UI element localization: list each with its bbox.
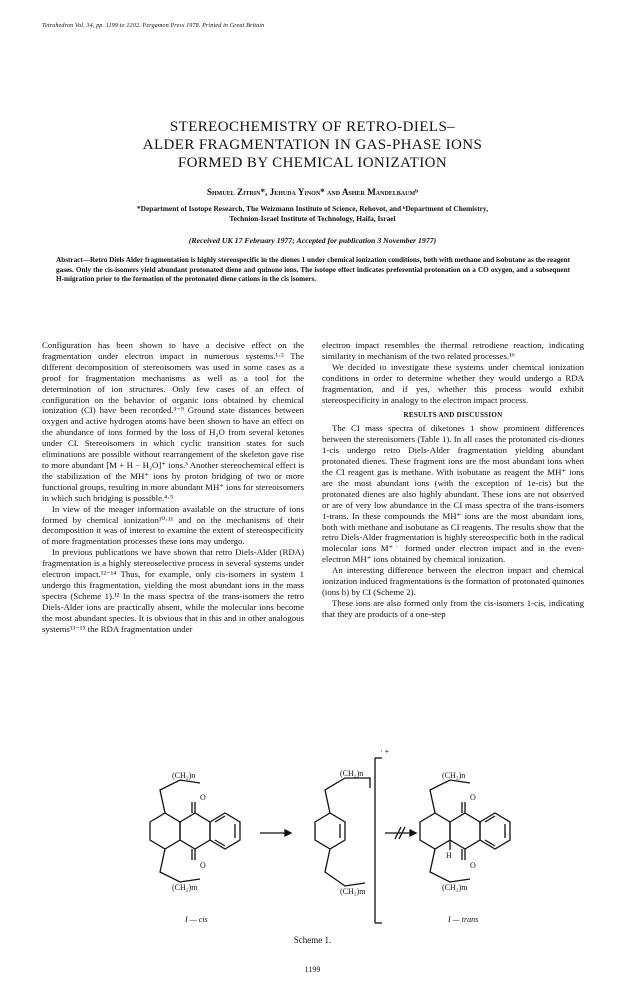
scheme-caption: Scheme 1. xyxy=(293,935,332,945)
label-hydrogen: H xyxy=(446,851,452,860)
author-list: Shmuel Zitrin*, Jehuda Yinon* and Asher Mandelbaumᵇ xyxy=(206,187,419,197)
paragraph: electron impact resembles the thermal retrodiene reaction, indicating similarity in mechanism of the two related processes.¹⁶ xyxy=(322,340,584,361)
label-ch2n: (CH₂)n xyxy=(442,771,466,780)
label-oxygen: O xyxy=(200,861,206,870)
body-column-right xyxy=(322,340,584,620)
paragraph: The CI mass spectra of diketones 1 show prominent differences between the stereoisomers (Table 1). In all cases the protonated cis-diones 1-cis undergo retro Diels-Alder fragmentation yielding abundant protonated dienes. These fragment ions are the most abundant ions when the CI reagent gas is methane. With isobutane as reagent the MH⁺ ions are the most abundant ions (with the exception of 1e-cis) but the protonated dienes are also highly abundant. These ions are not observed or are of very low abundance in the CI mass spectra of the trans-isomers 1-trans. In these compounds the MH⁺ ions are the most abundant ions, both with methane and isobutane as CI reagents. The results show that the retro Diels-Alder fragmentation is highly stereospecific both in the radical molecular ions M⁺˙ formed under electron impact and in the even-electron MH⁺ ions obtained by chemical ionization. xyxy=(322,423,584,565)
title-line: STEREOCHEMISTRY OF RETRO-DIELS– xyxy=(169,119,456,135)
label-oxygen: O xyxy=(200,793,206,802)
paragraph: An interesting difference between the electron impact and chemical ionization induced fragmentations is the formation of protonated quinones (ions b) by CI (Scheme 2). xyxy=(322,565,584,597)
abstract-text: —Retro Diels Alder fragmentation is highly stereospecific in the diones 1 under chemical ionization conditions, both with methane and isobutane as the reagent gases. Only the cis-isomers yield abundant protonated diene and quinone ions. The isotope effect indicates preferential protonation on a CO oxygen, and a subsequent H-migration prior to the formation of the protonated diene cations in the cis isomers. xyxy=(56,256,570,284)
paragraph: These ions are also formed only from the cis-isomers 1-cis, indicating that they are products of a one-step xyxy=(322,597,584,619)
structure-fragments xyxy=(315,758,416,923)
label-oxygen: O xyxy=(470,861,476,870)
scheme-1-figure xyxy=(0,738,625,948)
affiliation-line: *Department of Isotope Research, The Weizmann Institute of Science, Rehovot, and ᵇDepartment of Chemistry, xyxy=(136,204,489,213)
label-charge: · + xyxy=(380,747,390,756)
title-line: ALDER FRAGMENTATION IN GAS-PHASE IONS xyxy=(142,137,483,153)
title-line: FORMED BY CHEMICAL IONIZATION xyxy=(177,155,448,171)
scheme-drawing xyxy=(0,738,625,948)
label-trans: I — trans xyxy=(448,915,479,924)
label-oxygen: O xyxy=(470,793,476,802)
arrow-head xyxy=(285,830,291,836)
paragraph: In previous publications we have shown that retro Diels-Alder (RDA) fragmentation is a highly stereoselective process in several systems under electron impact.¹²⁻¹⁴ Thus, for example, only cis-isomers in system 1 undergo this fragmentation, yielding the most abundant ions in the mass spectra (Scheme 1).¹² In the mass spectra of the trans-isomers the retro Diels-Alder ions are practically absent, while the molecular ions become the most abundant species. It is obvious that in this and in other analogous systems¹³⁻¹⁵ the RDA fragmentation under xyxy=(42,547,304,634)
received-dates: (Received UK 17 February 1977; Accepted for publication 3 November 1977) xyxy=(188,236,437,245)
label-ch2n: (CH₂)n xyxy=(172,771,196,780)
article-title xyxy=(0,118,625,172)
body-column-left xyxy=(42,340,304,634)
paragraph: We decided to investigate these systems under chemical ionization conditions in order to determine whether they would undergo a RDA fragmentation, and if yes, whether this process would exhibit stereospecificity in analogy to the electron impact process. xyxy=(322,361,584,405)
structure-trans xyxy=(420,780,510,882)
abstract-label: Abstract xyxy=(56,256,83,264)
label-cis: I — cis xyxy=(185,915,208,924)
structure-cis xyxy=(150,780,240,882)
label-ch2m: (CH₂)m xyxy=(172,883,198,892)
abstract xyxy=(56,256,570,285)
label-ch2n: (CH₂)n xyxy=(340,769,364,778)
section-heading: RESULTS AND DISCUSSION xyxy=(403,411,503,420)
label-ch2m: (CH₂)m xyxy=(340,887,366,896)
paragraph: In view of the meager information available on the structure of ions formed by chemical ionization¹⁰·¹¹ and on the mechanisms of their decomposition it was of interest to examine the extent of stereospecificity of more fragmentation processes these ions may undergo. xyxy=(42,503,304,547)
label-ch2m: (CH₂)m xyxy=(442,883,468,892)
paragraph: Configuration has been shown to have a decisive effect on the fragmentation under electron impact in numerous systems.¹·² The different decomposition of stereoisomers was used in some cases as a proof for fragmentation mechanisms as well as a tool for the determination of ion structures. Only few cases of an effect of configuration on the behavior of organic ions obtained by chemical ionization (CI) have been recorded.³⁻⁹ Ground state distances between oxygen and active hydrogen atoms have been shown to have an effect on the abundance of ions formed by the loss of H₂O from several ketones under CI. Stereoisomers in which cyclic transition states for such eliminations are possible without rearrangement of the skeleton gave rise to more abundant [M + H − H₂O]⁺ ions.³ Another stereochemical effect is the stabilization of the MH⁺ ions by proton bridging of two or more functional groups, resulting in more abundant MH⁺ ions for stereoisomers in which such bridging is possible.⁴·⁵ xyxy=(42,340,304,503)
affiliations xyxy=(0,204,625,224)
page-number: 1199 xyxy=(304,965,321,974)
affiliation-line: Technion-Israel Institute of Technology, Haifa, Israel xyxy=(229,214,396,223)
running-header: Tetrahedron Vol. 34, pp. 1199 to 1202. Pergamon Press 1978. Printed in Great Britain xyxy=(42,22,265,29)
